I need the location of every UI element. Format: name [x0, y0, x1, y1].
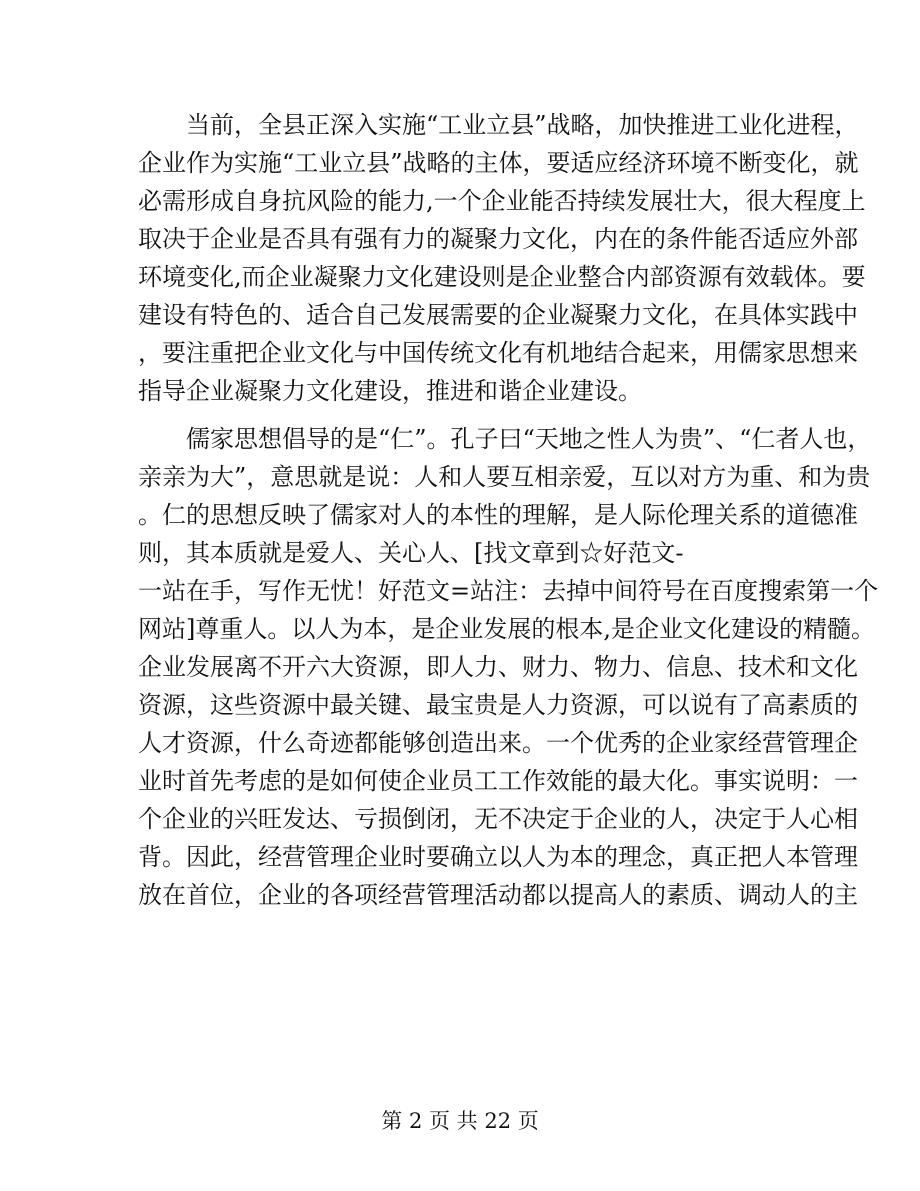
- text-line: 放在首位，企业的各项经营管理活动都以提高人的素质、调动人的主: [138, 881, 858, 909]
- text-line: 必需形成自身抗风险的能力,一个企业能否持续发展壮大，很大程度上: [138, 187, 866, 215]
- text-line: 则，其本质就是爱人、关心人、[找文章到☆好范文-: [138, 539, 684, 567]
- text-line: 业时首先考虑的是如何使企业员工工作效能的最大化。事实说明：一: [138, 767, 858, 795]
- text-line: 人才资源，什么奇迹都能够创造出来。一个优秀的企业家经营管理企: [138, 729, 858, 757]
- text-line: ，要注重把企业文化与中国传统文化有机地结合起来，用儒家思想来: [138, 339, 858, 367]
- text-line: 背。因此，经营管理企业时要确立以人为本的理念，真正把人本管理: [138, 843, 858, 871]
- text-line: 企业发展离不开六大资源，即人力、财力、物力、信息、技术和文化: [138, 653, 858, 681]
- text-line: 环境变化,而企业凝聚力文化建设则是企业整合内部资源有效载体。要: [138, 263, 866, 291]
- text-line: 网站]尊重人。以人为本，是企业发展的根本,是企业文化建设的精髓。: [138, 615, 875, 643]
- text-line: 个企业的兴旺发达、亏损倒闭，无不决定于企业的人，决定于人心相: [138, 805, 858, 833]
- text-line: 。仁的思想反映了儒家对人的本性的理解，是人际伦理关系的道德准: [138, 501, 858, 529]
- text-line: 建设有特色的、适合自己发展需要的企业凝聚力文化，在具体实践中: [138, 301, 858, 329]
- text-line: 当前，全县正深入实施“工业立县”战略，加快推进工业化进程，: [138, 111, 859, 139]
- text-line: 资源，这些资源中最关键、最宝贵是人力资源，可以说有了高素质的: [138, 691, 858, 719]
- text-line: 指导企业凝聚力文化建设，推进和谐企业建设。: [138, 377, 642, 405]
- text-line: 一站在手，写作无忧！好范文=站注：去掉中间符号在百度搜索第一个: [138, 577, 879, 605]
- text-line: 儒家思想倡导的是“仁”。孔子曰“天地之性人为贵”、“仁者人也，: [138, 425, 872, 453]
- text-line: 亲亲为大”，意思就是说：人和人要互相亲爱，互以对方为重、和为贵: [138, 463, 871, 491]
- page-number-footer: 第 2 页 共 22 页: [381, 1109, 539, 1133]
- text-line: 企业作为实施“工业立县”战略的主体，要适应经济环境不断变化，就: [138, 149, 859, 177]
- text-line: 取决于企业是否具有强有力的凝聚力文化，内在的条件能否适应外部: [138, 225, 858, 253]
